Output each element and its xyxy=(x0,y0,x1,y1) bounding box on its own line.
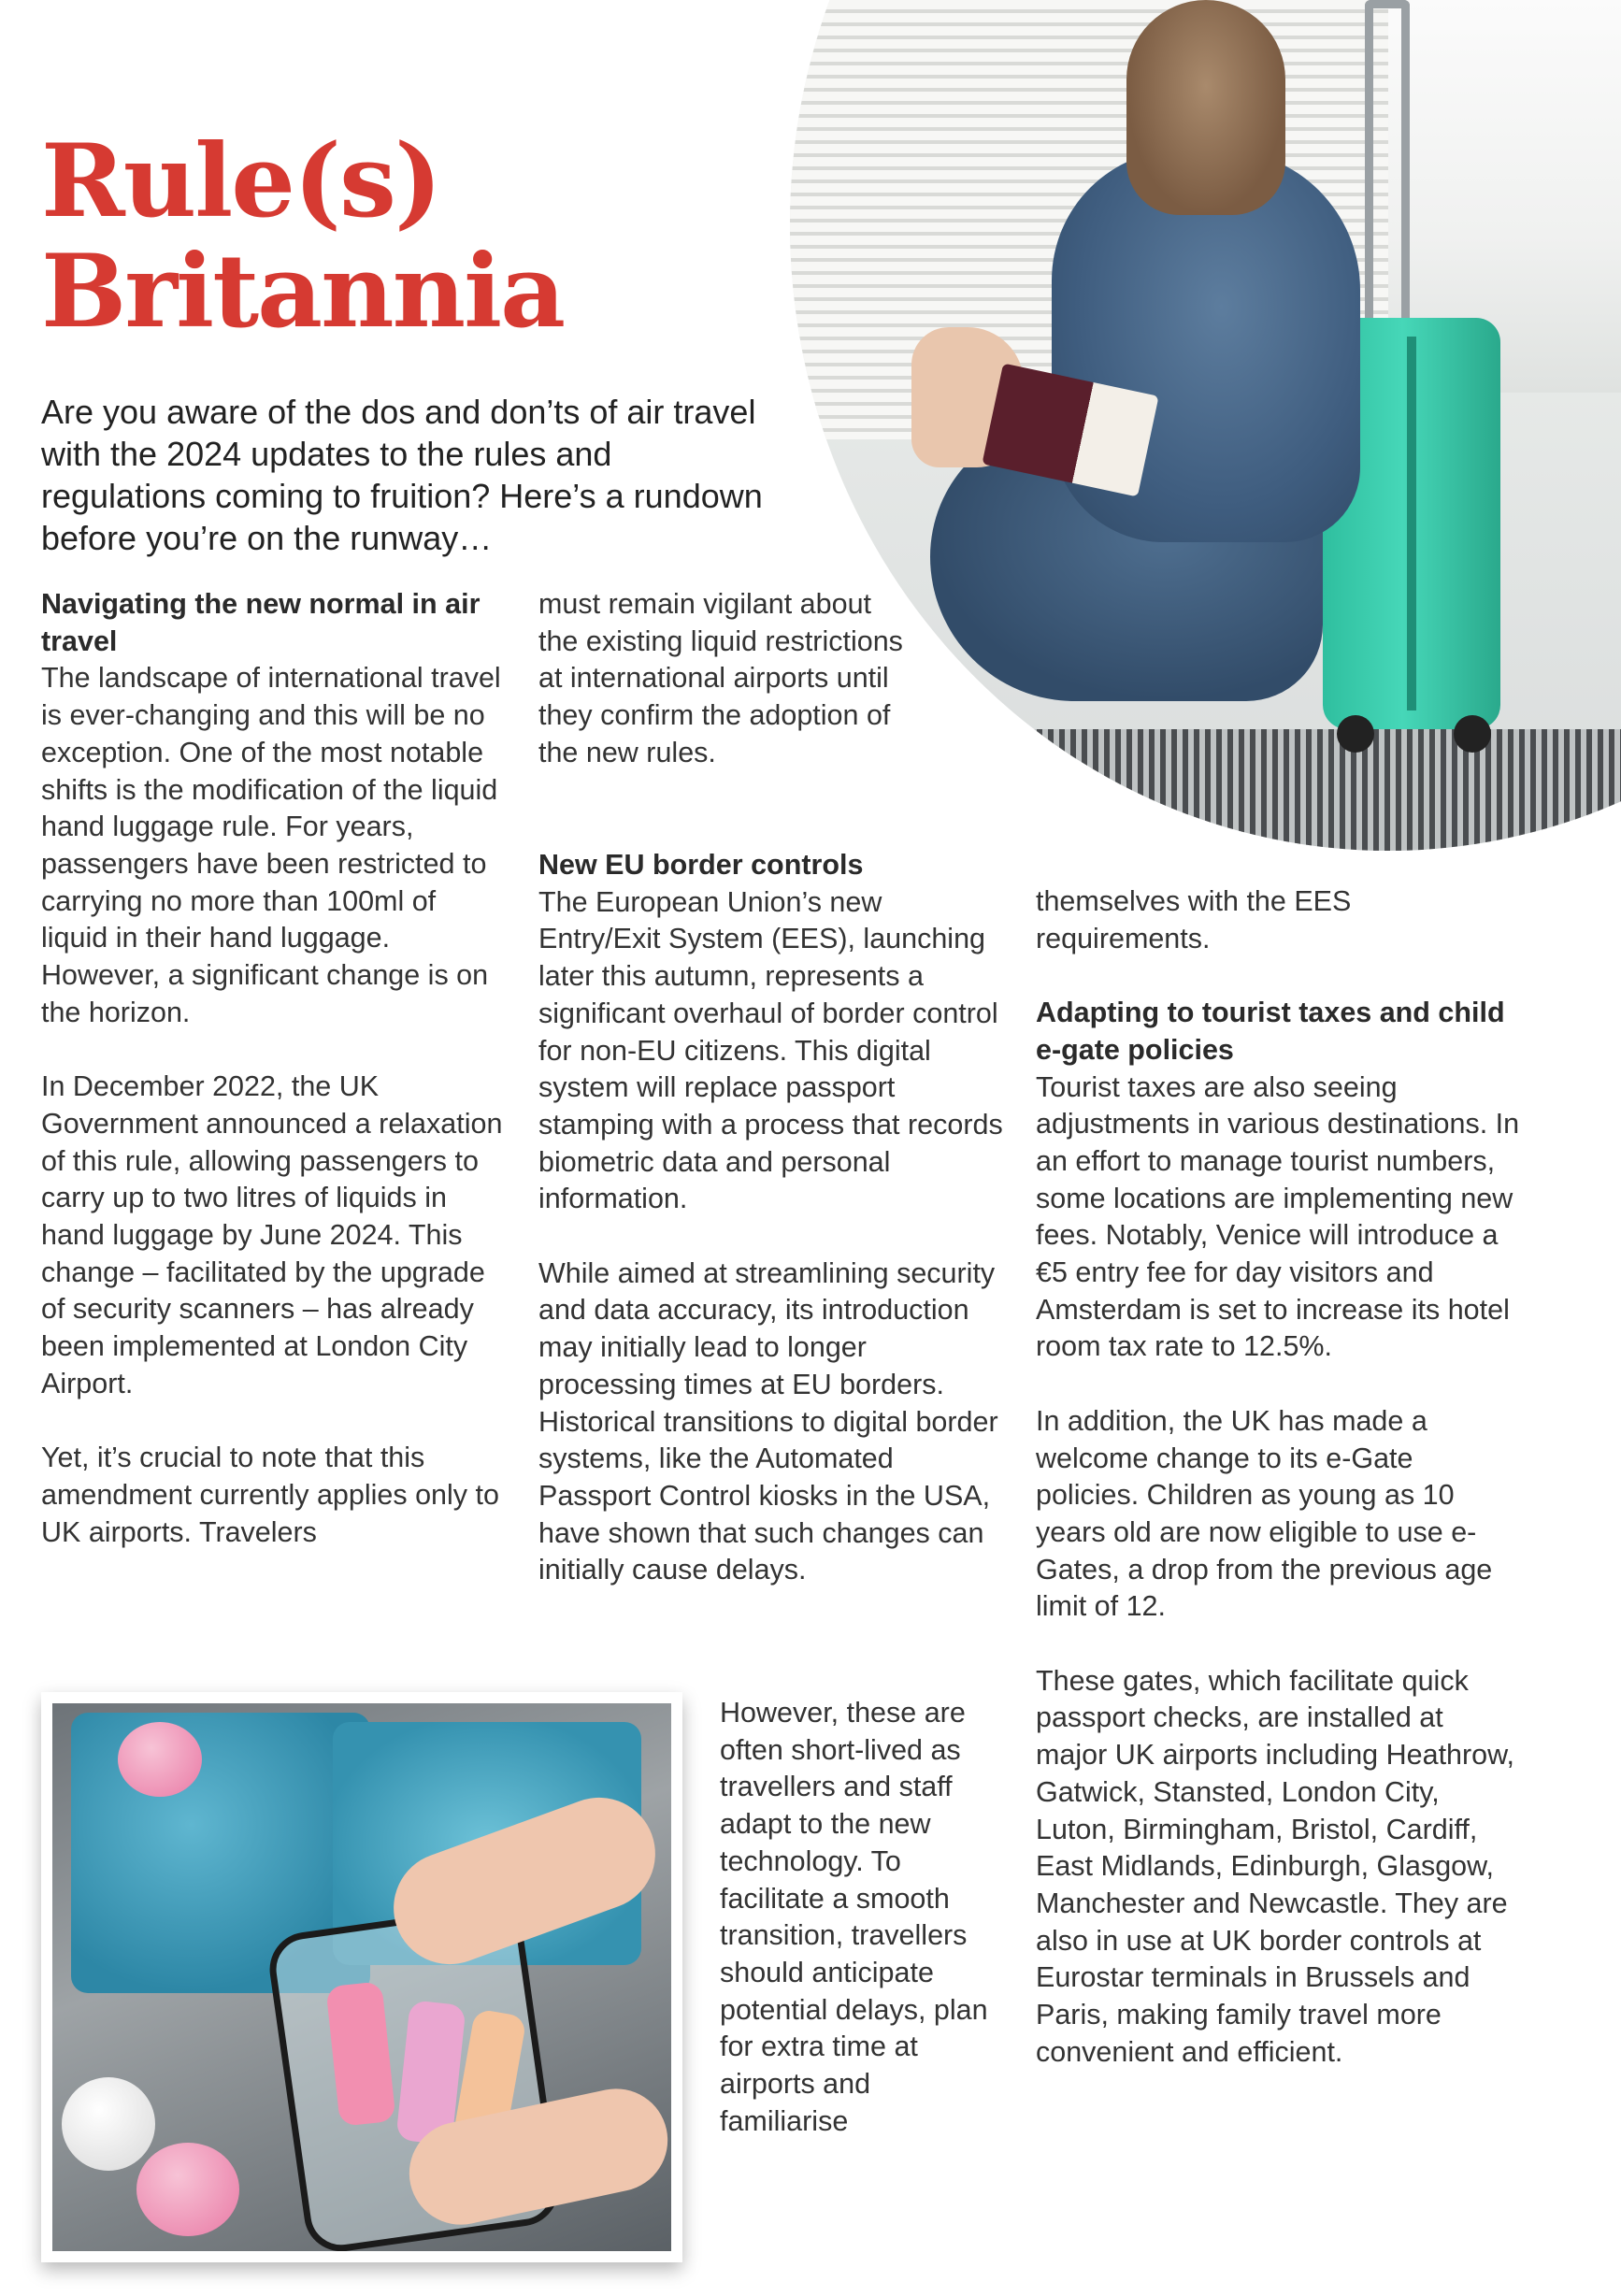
pink-jar xyxy=(136,2143,239,2236)
title-line-2: Britannia xyxy=(41,233,565,351)
subheading-new-normal: Navigating the new normal in air travel xyxy=(41,588,481,657)
pink-jar xyxy=(118,1722,202,1797)
column-2-bottom xyxy=(720,1695,1000,2140)
paragraph: The landscape of international travel is ever-changing and this will be no exception. One of the most notable shifts is the modification of the liquid hand luggage rule. For years, passengers have been restricted to carrying no more than 100ml of liquid in their hand luggage. However, a significant change is on the horizon. xyxy=(41,662,501,1028)
suitcase-rib xyxy=(1407,337,1416,710)
subheading-eu-border: New EU border controls xyxy=(538,849,864,881)
floor-grate xyxy=(790,729,1621,851)
subheading-tourist-taxes: Adapting to tourist taxes and child e-gate policies xyxy=(1036,997,1505,1066)
title-line-1: Rule(s) xyxy=(41,122,441,240)
paragraph: While aimed at streamlining security and data accuracy, its introduction may initially lead to longer processing times at EU borders. Historical transitions to digital border systems, like the Automated Passport Control kiosks in the USA, have shown that such changes can initially cause delays. xyxy=(538,1256,998,1586)
standfirst: Are you aware of the dos and don’ts of air travel with the 2024 updates to the rules and regulations coming to fruition? Here’s a rundown before you’re on the runway… xyxy=(41,393,763,557)
paragraph: themselves with the EES requirements. xyxy=(1036,885,1352,954)
traveller-hair xyxy=(1126,0,1285,215)
column-3 xyxy=(1036,883,1522,2071)
paragraph: However, these are often short-lived as travellers and staff adapt to the new technology. To facilitate a smooth transition, travellers should anticipate potential delays, plan for extra time at airports and familiarise xyxy=(720,1697,988,2137)
paragraph: These gates, which facilitate quick passport checks, are installed at major UK airports including Heathrow, Gatwick, Stansted, London City, Luton, Birmingham, Bristol, Cardiff, East Midlands, Edinburgh, Glasgow, Manchester and Newcastle. They are also in use at UK border controls at Eurostar terminals in Brussels and Paris, making family travel more convenient and efficient. xyxy=(1036,1664,1514,2068)
white-jar xyxy=(62,2077,155,2171)
paragraph: must remain vigilant about the existing liquid restrictions at international airports until they confirm the adoption of the new rules. xyxy=(538,588,903,768)
paragraph: Yet, it’s crucial to note that this amendment currently applies only to UK airports. Travelers xyxy=(41,1442,499,1548)
paragraph: In addition, the UK has made a welcome change to its e-Gate policies. Children as young as 10 years old are now eligible to use e-Gates, a drop from the previous age limit of 12. xyxy=(1036,1404,1493,1623)
paragraph: The European Union’s new Entry/Exit System (EES), launching later this autumn, represents a significant overhaul of border control for non-EU citizens. This digital system will replace passport stamping with a process that records biometric data and personal information. xyxy=(538,885,1003,1215)
suitcase-wheel xyxy=(1337,715,1374,753)
column-2-top xyxy=(538,586,912,772)
hero-photo-traveller xyxy=(790,0,1621,851)
suitcase-wheel xyxy=(1454,715,1491,753)
photo-liquids-scene xyxy=(52,1703,671,2251)
column-1 xyxy=(41,586,509,1551)
photo-liquids-bag xyxy=(41,1692,682,2262)
paragraph: Tourist taxes are also seeing adjustments in various destinations. In an effort to manage tourist numbers, some locations are implementing new fees. Notably, Venice will introduce a €5 entry fee for day visitors and Amsterdam is set to increase its hotel room tax rate to 12.5%. xyxy=(1036,1070,1520,1363)
column-2 xyxy=(538,847,1006,1589)
suitcase-handle xyxy=(1365,0,1410,336)
paragraph: In December 2022, the UK Government announced a relaxation of this rule, allowing passengers to carry up to two litres of liquids in hand luggage by June 2024. This change – facilitated by the upgrade of security scanners – has already been implemented at London City Airport. xyxy=(41,1070,503,1399)
article-title xyxy=(41,122,565,351)
